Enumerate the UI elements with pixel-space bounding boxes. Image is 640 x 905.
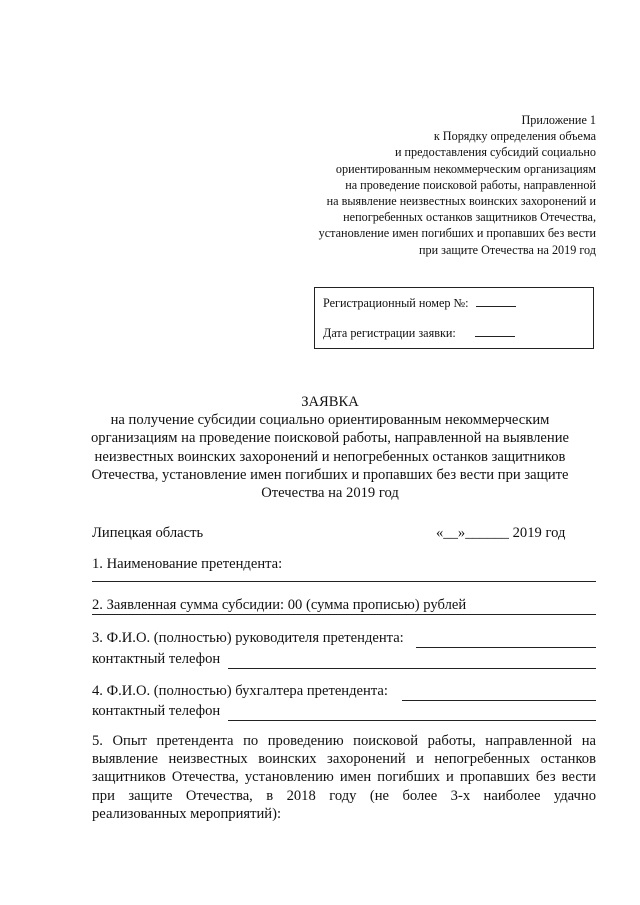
title-line: организациям на проведение поисковой работы, направленной на выявление bbox=[91, 430, 569, 447]
appendix-line: на проведение поисковой работы, направленной bbox=[345, 177, 596, 192]
application-date: «__»______ 2019 год bbox=[436, 525, 566, 541]
director-name-line[interactable] bbox=[416, 647, 596, 648]
subsidy-amount-line[interactable] bbox=[92, 614, 596, 615]
director-phone-label: контактный телефон bbox=[92, 651, 221, 667]
title-line: Отечества на 2019 год bbox=[261, 485, 399, 502]
registration-date-blank[interactable] bbox=[475, 325, 515, 337]
director-phone-line[interactable] bbox=[228, 668, 596, 669]
registration-number-blank[interactable] bbox=[476, 295, 516, 307]
appendix-block bbox=[266, 112, 596, 258]
title-line: Отечества, установление имен погибших и пропавших без вести при защите bbox=[91, 466, 569, 483]
applicant-name-line[interactable] bbox=[92, 581, 596, 582]
registration-number-row bbox=[323, 295, 516, 311]
subsidy-amount-label: 2. Заявленная сумма субсидии: 00 (сумма прописью) рублей bbox=[92, 597, 467, 613]
application-title bbox=[60, 393, 600, 502]
accountant-name-label: 4. Ф.И.О. (полностью) бухгалтера претендента: bbox=[92, 683, 388, 699]
registration-number-label: Регистрационный номер №: bbox=[323, 296, 469, 310]
appendix-line: и предоставления субсидий социально bbox=[394, 145, 596, 160]
appendix-line: на выявление неизвестных воинских захоронений и bbox=[326, 194, 596, 209]
experience-line: выявление неизвестных воинских захоронений и непогребенных останков bbox=[92, 751, 596, 768]
registration-box bbox=[314, 287, 594, 349]
appendix-line: ориентированным некоммерческим организациям bbox=[335, 161, 596, 176]
experience-line: защитников Отечества, установлению имен погибших и пропавших без вести bbox=[92, 769, 596, 786]
title-line: неизвестных воинских захоронений и непогребенных останков защитников bbox=[94, 448, 566, 465]
accountant-phone-label: контактный телефон bbox=[92, 703, 221, 719]
appendix-line: непогребенных останков защитников Отечества, bbox=[343, 210, 596, 225]
experience-line: реализованных мероприятий): bbox=[92, 805, 282, 822]
experience-line: при защите Отечества, в 2018 году (не более 3-х наиболее удачно bbox=[92, 787, 596, 804]
title-heading: ЗАЯВКА bbox=[301, 394, 359, 410]
appendix-line: установление имен погибших и пропавших без вести bbox=[318, 226, 596, 241]
registration-date-label: Дата регистрации заявки: bbox=[323, 326, 456, 340]
experience-line: 5. Опыт претендента по проведению поисковой работы, направленной на bbox=[92, 733, 596, 749]
experience-section bbox=[92, 732, 596, 823]
region-label: Липецкая область bbox=[92, 525, 204, 541]
director-name-label: 3. Ф.И.О. (полностью) руководителя претендента: bbox=[92, 630, 404, 646]
appendix-line: Приложение 1 bbox=[521, 113, 596, 127]
registration-date-row bbox=[323, 325, 515, 341]
appendix-line: к Порядку определения объема bbox=[433, 129, 596, 144]
appendix-line: при защите Отечества на 2019 год bbox=[419, 242, 596, 257]
title-line: на получение субсидии социально ориентированным некоммерческим bbox=[110, 412, 550, 429]
accountant-phone-line[interactable] bbox=[228, 720, 596, 721]
accountant-name-line[interactable] bbox=[402, 700, 596, 701]
applicant-name-label: 1. Наименование претендента: bbox=[92, 556, 283, 572]
